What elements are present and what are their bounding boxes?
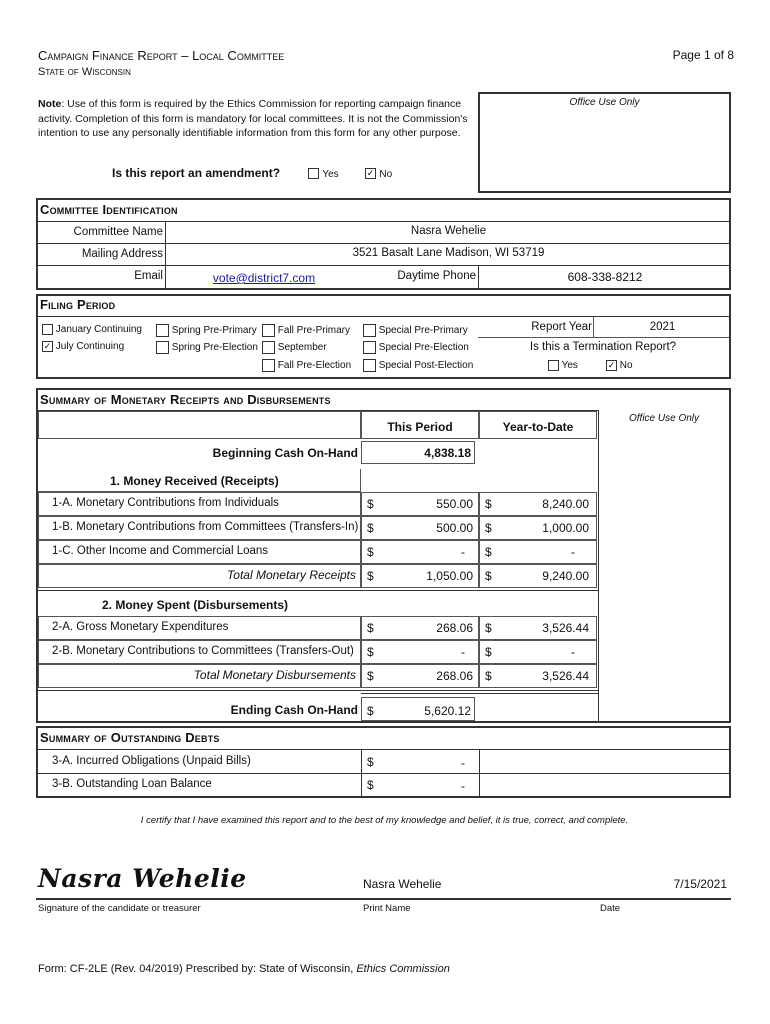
row-1c-period-value[interactable]: - — [461, 545, 465, 559]
termination-yes-option[interactable] — [548, 360, 578, 371]
print-name-label: Print Name — [363, 903, 411, 914]
amendment-no-option[interactable] — [365, 166, 392, 180]
total-disbursements-period-dollar: $ — [367, 669, 374, 683]
amendment-yes-option[interactable] — [308, 166, 339, 180]
row-1b-ytd-dollar: $ — [485, 521, 492, 535]
row-2a-ytd-value[interactable]: 3,526.44 — [542, 621, 589, 635]
note-text: : Use of this form is required by the Ethics Commission for reporting campaign finance activity. Completion of this form is mandatory for local committees. It is not the Commission's intention to use any personally identifiable information from this form for any other purpose. — [38, 98, 468, 139]
signature-label: Signature of the candidate or treasurer — [38, 903, 201, 914]
email-label: Email — [134, 270, 163, 282]
september-checkbox[interactable] — [262, 341, 275, 354]
july-option[interactable] — [42, 341, 124, 352]
mailing-address-label: Mailing Address — [81, 248, 163, 260]
row-1c-label: 1-C. Other Income and Commercial Loans — [52, 545, 269, 557]
phone-value[interactable]: 608-338-8212 — [567, 270, 643, 284]
summary-heading: Summary of Monetary Receipts and Disbursements — [40, 392, 331, 407]
row-1b-period-value[interactable]: 500.00 — [436, 521, 473, 535]
total-receipts-ytd-value[interactable]: 9,240.00 — [542, 569, 589, 583]
special-primary-option[interactable] — [363, 324, 468, 337]
termination-no-checkbox[interactable]: ✓ — [607, 360, 616, 370]
row-2a-period-dollar: $ — [367, 621, 374, 635]
row-1b-period-dollar: $ — [367, 521, 374, 535]
fall-primary-label: Fall Pre-Primary — [277, 325, 351, 337]
fall-election-checkbox[interactable] — [262, 359, 275, 372]
spring-primary-option[interactable] — [156, 324, 257, 337]
committee-name-value[interactable]: Nasra Wehelie — [410, 225, 487, 237]
january-label: January Continuing — [55, 324, 142, 336]
fall-primary-option[interactable] — [262, 324, 350, 337]
special-post-option[interactable] — [363, 359, 473, 372]
termination-question: Is this a Termination Report? — [529, 341, 677, 353]
form-subtitle: State of Wisconsin — [38, 66, 131, 78]
spring-election-label: Spring Pre-Election — [171, 342, 258, 354]
row-2a-period-value[interactable]: 268.06 — [436, 621, 473, 635]
special-primary-label: Special Pre-Primary — [378, 325, 468, 337]
row-2b-period-value[interactable]: - — [461, 645, 465, 659]
termination-yes-label: Yes — [561, 360, 578, 372]
row-2a-ytd-dollar: $ — [485, 621, 492, 635]
total-disbursements-ytd-value[interactable]: 3,526.44 — [542, 669, 589, 683]
row-1c-ytd-dollar: $ — [485, 545, 492, 559]
print-name-value[interactable]: Nasra Wehelie — [363, 877, 442, 891]
total-disbursements-ytd-dollar: $ — [485, 669, 492, 683]
amendment-yes-checkbox[interactable] — [308, 168, 319, 179]
beginning-cash-value[interactable]: 4,838.18 — [424, 446, 471, 460]
total-receipts-ytd-dollar: $ — [485, 569, 492, 583]
total-receipts-period-dollar: $ — [367, 569, 374, 583]
special-election-option[interactable] — [363, 341, 469, 354]
special-post-checkbox[interactable] — [363, 359, 376, 372]
signature[interactable]: Nasra Wehelie — [38, 864, 247, 893]
row-3b-label: 3-B. Outstanding Loan Balance — [52, 778, 212, 790]
row-1a-label: 1-A. Monetary Contributions from Individuals — [52, 497, 279, 509]
total-receipts-period-value[interactable]: 1,050.00 — [426, 569, 473, 583]
date-value[interactable]: 7/15/2021 — [673, 877, 727, 891]
row-1a-period-dollar: $ — [367, 497, 374, 511]
filing-period-heading: Filing Period — [40, 297, 116, 312]
office-use-box-top — [478, 92, 731, 193]
office-use-label-summary: Office Use Only — [628, 413, 700, 424]
row-2b-label: 2-B. Monetary Contributions to Committees (Transfers-Out) — [52, 645, 354, 657]
special-primary-checkbox[interactable] — [363, 324, 376, 337]
row-1c-ytd-value[interactable]: - — [571, 545, 575, 559]
july-checkbox[interactable]: ✓ — [43, 341, 52, 351]
total-disbursements-label: Total Monetary Disbursements — [193, 668, 356, 682]
row-2b-period-dollar: $ — [367, 645, 374, 659]
money-spent-heading: 2. Money Spent (Disbursements) — [102, 598, 289, 612]
note-label: Note — [38, 98, 62, 110]
july-label: July Continuing — [55, 341, 125, 353]
spring-primary-checkbox[interactable] — [156, 324, 169, 337]
col-year-to-date: Year-to-Date — [502, 420, 574, 434]
row-3a-label: 3-A. Incurred Obligations (Unpaid Bills) — [52, 755, 251, 767]
row-3b-value[interactable]: - — [461, 779, 465, 793]
row-1b-label: 1-B. Monetary Contributions from Committees (Transfers-In) — [52, 521, 359, 533]
january-option[interactable] — [42, 324, 142, 335]
row-2a-label: 2-A. Gross Monetary Expenditures — [52, 621, 229, 633]
september-label: September — [277, 342, 327, 354]
certification-statement: I certify that I have examined this report and to the best of my knowledge and belief, it is true, correct, and complete. — [140, 815, 629, 826]
row-1a-ytd-dollar: $ — [485, 497, 492, 511]
row-1a-ytd-value[interactable]: 8,240.00 — [542, 497, 589, 511]
special-election-label: Special Pre-Election — [378, 342, 469, 354]
fall-election-option[interactable] — [262, 359, 351, 372]
row-1a-period-value[interactable]: 550.00 — [436, 497, 473, 511]
report-year-label: Report Year — [531, 321, 592, 333]
mailing-address-value[interactable]: 3521 Basalt Lane Madison, WI 53719 — [352, 247, 545, 259]
fall-primary-checkbox[interactable] — [262, 324, 275, 337]
spring-election-option[interactable] — [156, 341, 258, 354]
january-checkbox[interactable] — [42, 324, 53, 335]
row-3b-dollar: $ — [367, 778, 374, 792]
fall-election-label: Fall Pre-Election — [277, 360, 352, 372]
amendment-yes-label: Yes — [322, 169, 339, 180]
termination-yes-checkbox[interactable] — [548, 360, 559, 371]
special-election-checkbox[interactable] — [363, 341, 376, 354]
row-1c-period-dollar: $ — [367, 545, 374, 559]
beginning-cash-label: Beginning Cash On-Hand — [212, 446, 358, 460]
debts-heading: Summary of Outstanding Debts — [40, 730, 220, 745]
date-label: Date — [600, 903, 621, 914]
row-1b-ytd-value[interactable]: 1,000.00 — [542, 521, 589, 535]
committee-name-label: Committee Name — [73, 226, 163, 238]
special-post-label: Special Post-Election — [378, 360, 474, 372]
amendment-no-checkbox[interactable]: ✓ — [366, 168, 375, 179]
footer-agency: Ethics Commission — [356, 963, 450, 975]
office-use-label: Office Use Only — [569, 97, 640, 108]
footer-form: Form: CF-2LE (Rev. 04/2019) Prescribed by: State of Wisconsin, — [38, 963, 357, 975]
row-2b-ytd-dollar: $ — [485, 645, 492, 659]
email-value[interactable]: vote@district7.com — [212, 271, 316, 285]
amendment-no-label: No — [379, 169, 393, 180]
row-3a-value[interactable]: - — [461, 756, 465, 770]
page-number: Page 1 of 8 — [672, 48, 734, 62]
report-year-value[interactable]: 2021 — [649, 321, 676, 333]
termination-no-label: No — [619, 360, 633, 372]
ending-cash-value[interactable]: 5,620.12 — [424, 704, 471, 718]
spring-election-checkbox[interactable] — [156, 341, 169, 354]
money-received-heading: 1. Money Received (Receipts) — [110, 474, 279, 488]
note-paragraph — [38, 97, 478, 141]
spring-primary-label: Spring Pre-Primary — [171, 325, 257, 337]
col-this-period: This Period — [387, 420, 453, 434]
row-2b-ytd-value[interactable]: - — [571, 645, 575, 659]
form-title: Campaign Finance Report – Local Committee — [38, 48, 285, 63]
ending-cash-dollar: $ — [367, 704, 374, 718]
committee-heading: Committee Identification — [40, 202, 178, 217]
ending-cash-label: Ending Cash On-Hand — [230, 703, 358, 717]
footer — [38, 963, 450, 975]
row-3a-dollar: $ — [367, 755, 374, 769]
september-option[interactable] — [262, 341, 327, 354]
total-receipts-label: Total Monetary Receipts — [227, 568, 356, 582]
phone-label: Daytime Phone — [397, 270, 476, 282]
total-disbursements-period-value[interactable]: 268.06 — [436, 669, 473, 683]
amendment-question: Is this report an amendment? — [112, 166, 281, 180]
termination-no-option[interactable] — [606, 360, 633, 371]
